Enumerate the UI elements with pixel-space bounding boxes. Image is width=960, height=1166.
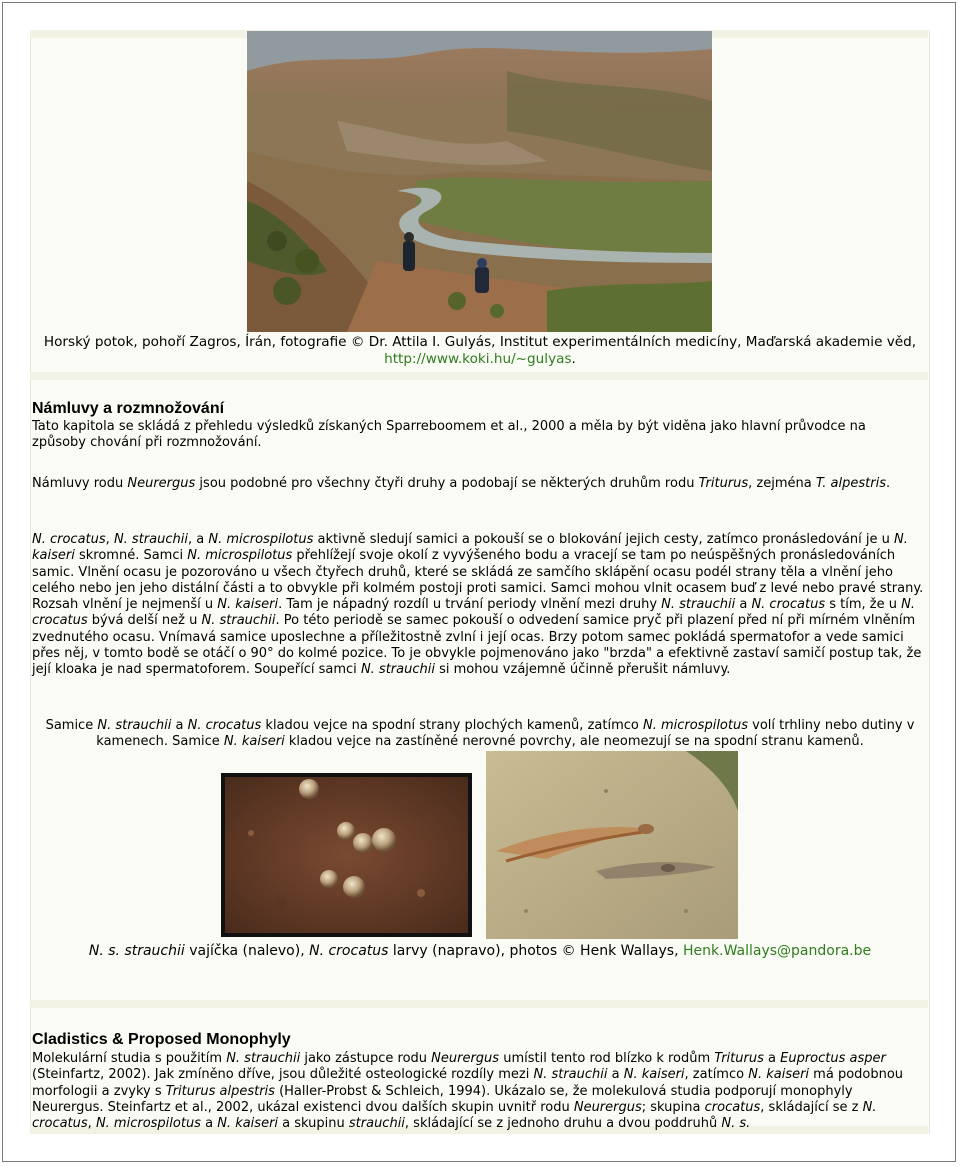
italic-term: N. kaiseri <box>748 1067 810 1083</box>
text-run: a <box>607 1067 624 1083</box>
text-run: volí trhliny nebo dutiny v kamenech. Samice <box>96 718 915 750</box>
text-run: a <box>171 718 188 733</box>
text-run: aktivně sledují samici a pokouší se o blokování jejich cesty, zatímco pronásledování je u <box>313 532 894 547</box>
text-run: skromné. Samci <box>74 548 188 564</box>
italic-term: N. crocatus <box>751 597 826 613</box>
italic-term: N. s. <box>721 1116 751 1132</box>
italic-term: N. kaiseri <box>623 1067 685 1083</box>
italic-term: N. strauchii <box>360 662 435 678</box>
photo1-caption <box>36 334 924 367</box>
italic-term: N. microspilotus <box>208 532 314 547</box>
italic-term: N. crocatus <box>32 532 106 547</box>
italic-term: N. strauchii <box>661 597 736 613</box>
italic-term: N. s. strauchii <box>88 943 185 959</box>
text-run: a <box>735 597 752 613</box>
italic-term: N. kaiseri <box>217 597 279 613</box>
eggs-photo <box>221 773 472 937</box>
text-run: , a <box>187 532 209 547</box>
text-run: jako zástupce rodu <box>300 1051 432 1066</box>
text-run: , skládající se z jednoho druhu a dvou poddruhů <box>404 1116 722 1132</box>
italic-term: N. kaiseri <box>32 532 908 564</box>
italic-term: N. kaiseri <box>217 1116 279 1132</box>
italic-term: Triturus <box>698 476 749 491</box>
text-run: , <box>87 1116 96 1132</box>
text-run: kladou vejce na zastíněné nerovné povrchy, ale neomezují se na spodní stranu kamenů. <box>284 734 864 750</box>
photo1-caption-text: Horský potok, pohoří Zagros, Írán, fotografie © Dr. Attila I. Gulyás, Institut experimentálních medicíny, Maďarská akademie věd, <box>43 334 917 350</box>
text-run: a skupinu <box>278 1116 349 1132</box>
text-run: vajíčka (nalevo), <box>184 943 310 959</box>
italic-term: N. strauchii <box>97 718 172 733</box>
text-run: Samice <box>45 718 98 733</box>
text-run: bývá delší než u <box>87 613 202 629</box>
italic-term: N. crocatus <box>32 1099 877 1132</box>
text-run: larvy (napravo), photos © Henk Wallays, <box>388 943 683 959</box>
photo2-caption <box>32 942 928 960</box>
text-run: , zatímco <box>684 1067 749 1083</box>
text-run: a <box>200 1116 218 1132</box>
panel-band <box>30 1000 928 1008</box>
section1-paragraph3 <box>32 532 928 679</box>
text-run: . Po této periodě se samec pokouší o odvedení samice pryč při plazení před ní při mírném vlněním zvednutého ocasu. Vnímavá samice uposlechne a příležitostně zvlní i její ocas. Brzy potom samec pokládá spermatofor a vede samici přes něj, v tomto bodě se otáčí o 90° do kolmé pozice. To je obvykle pojmenováno jako "brzda" a efektivně zastaví samičí postup tak, že její kloaka je nad spermatoforem. Soupeřící samci <box>32 613 922 678</box>
italic-term: N. crocatus <box>187 718 262 733</box>
italic-term: Triturus <box>714 1051 764 1066</box>
section1-paragraph1: Tato kapitola se skládá z přehledu výsledků získaných Sparreboomem et al., 2000 a měla by být viděna jako hlavní průvodce na způsoby chování při rozmnožování. <box>32 419 866 451</box>
italic-term: N. microspilotus <box>187 548 293 564</box>
photo1-caption-end: . <box>571 350 576 367</box>
italic-term: N. microspilotus <box>95 1116 201 1132</box>
text-run: ; skupina <box>641 1099 705 1115</box>
text-run: . Tam je nápadný rozdíl u trvání periody vlnění mezi druhy <box>278 597 662 613</box>
italic-term: N. strauchii <box>533 1067 608 1083</box>
text-run: , skládající se z <box>760 1099 863 1115</box>
italic-term: T. alpestris <box>815 476 886 491</box>
italic-term: N. strauchii <box>226 1051 301 1066</box>
italic-term: N. crocatus <box>32 597 915 629</box>
section2-paragraph1 <box>32 1051 922 1132</box>
text-run: , <box>105 532 114 547</box>
text-run: umístil tento rod blízko k rodům <box>499 1051 715 1066</box>
section1-paragraph4 <box>32 718 928 751</box>
text-run: , zejména <box>748 476 816 491</box>
italic-term: Neurergus <box>127 476 196 491</box>
italic-term: N. crocatus <box>309 943 389 959</box>
email-link[interactable]: Henk.Wallays@pandora.be <box>683 943 872 959</box>
text-run: přehlížejí svoje okolí z vyvýšeného bodu a vracejí se tam po neúspěšných pronásledováních samic. Vlnění ocasu je pozorováno u všech čtyřech druhů, které se skládá ze samčího sklápění ocasu podél strany těla a vlnění jeho celého nebo jen jeho distální části a to obvykle při kolmém postoji proti samici. Samci mohou vlnit ocasem buď z levé nebo pravé strany. Rozsah vlnění je nejmenší u <box>32 548 924 613</box>
text-run: s tím, že u <box>825 597 902 613</box>
text-run: a <box>763 1051 781 1066</box>
italic-term: crocatus <box>704 1099 761 1115</box>
text-run: kladou vejce na spodní strany plochých kamenů, zatímco <box>261 718 643 733</box>
text-run: jsou podobné pro všechny čtyři druhy a podobají se některých druhům rodu <box>195 476 699 491</box>
text-run: . <box>885 476 891 491</box>
italic-term: N. microspilotus <box>642 718 748 733</box>
italic-term: Triturus alpestris <box>165 1083 275 1099</box>
italic-term: Euproctus asper <box>780 1051 886 1066</box>
text-run: (Haller-Probst & Schleich, 1994). Ukázalo se, že molekulová studia podporují monophyly Neurergus. Steinfartz et al., 2002, ukázal existenci dvou dalších skupin uvnitř rodu <box>32 1083 853 1115</box>
text-run: si mohou vzájemně účinně přerušit námluvy. <box>434 662 731 678</box>
section-title-courtship: Námluvy a rozmnožování <box>32 400 225 417</box>
italic-term: strauchii <box>348 1116 405 1132</box>
italic-term: N. strauchii <box>113 532 188 547</box>
text-run: (Steinfartz, 2002). Jak zmíněno dříve, jsou důležité osteologické rozdíly mezi <box>32 1067 534 1083</box>
text-run: Námluvy rodu <box>32 476 128 491</box>
text-run: Molekulární studia s použitím <box>32 1051 227 1066</box>
italic-term: N. kaiseri <box>223 734 285 750</box>
italic-term: Neurergus <box>431 1051 500 1066</box>
panel-band <box>30 372 928 380</box>
mountain-stream-photo <box>247 31 712 332</box>
text-run: má podobnou morfologii a zvyky s <box>32 1067 904 1099</box>
section-title-cladistics: Cladistics & Proposed Monophyly <box>32 1031 291 1048</box>
larvae-photo <box>486 751 738 939</box>
gulyas-link[interactable]: http://www.koki.hu/~gulyas <box>384 350 572 367</box>
italic-term: Neurergus <box>573 1099 642 1115</box>
italic-term: N. strauchii <box>201 613 276 629</box>
section1-paragraph2 <box>32 476 912 492</box>
